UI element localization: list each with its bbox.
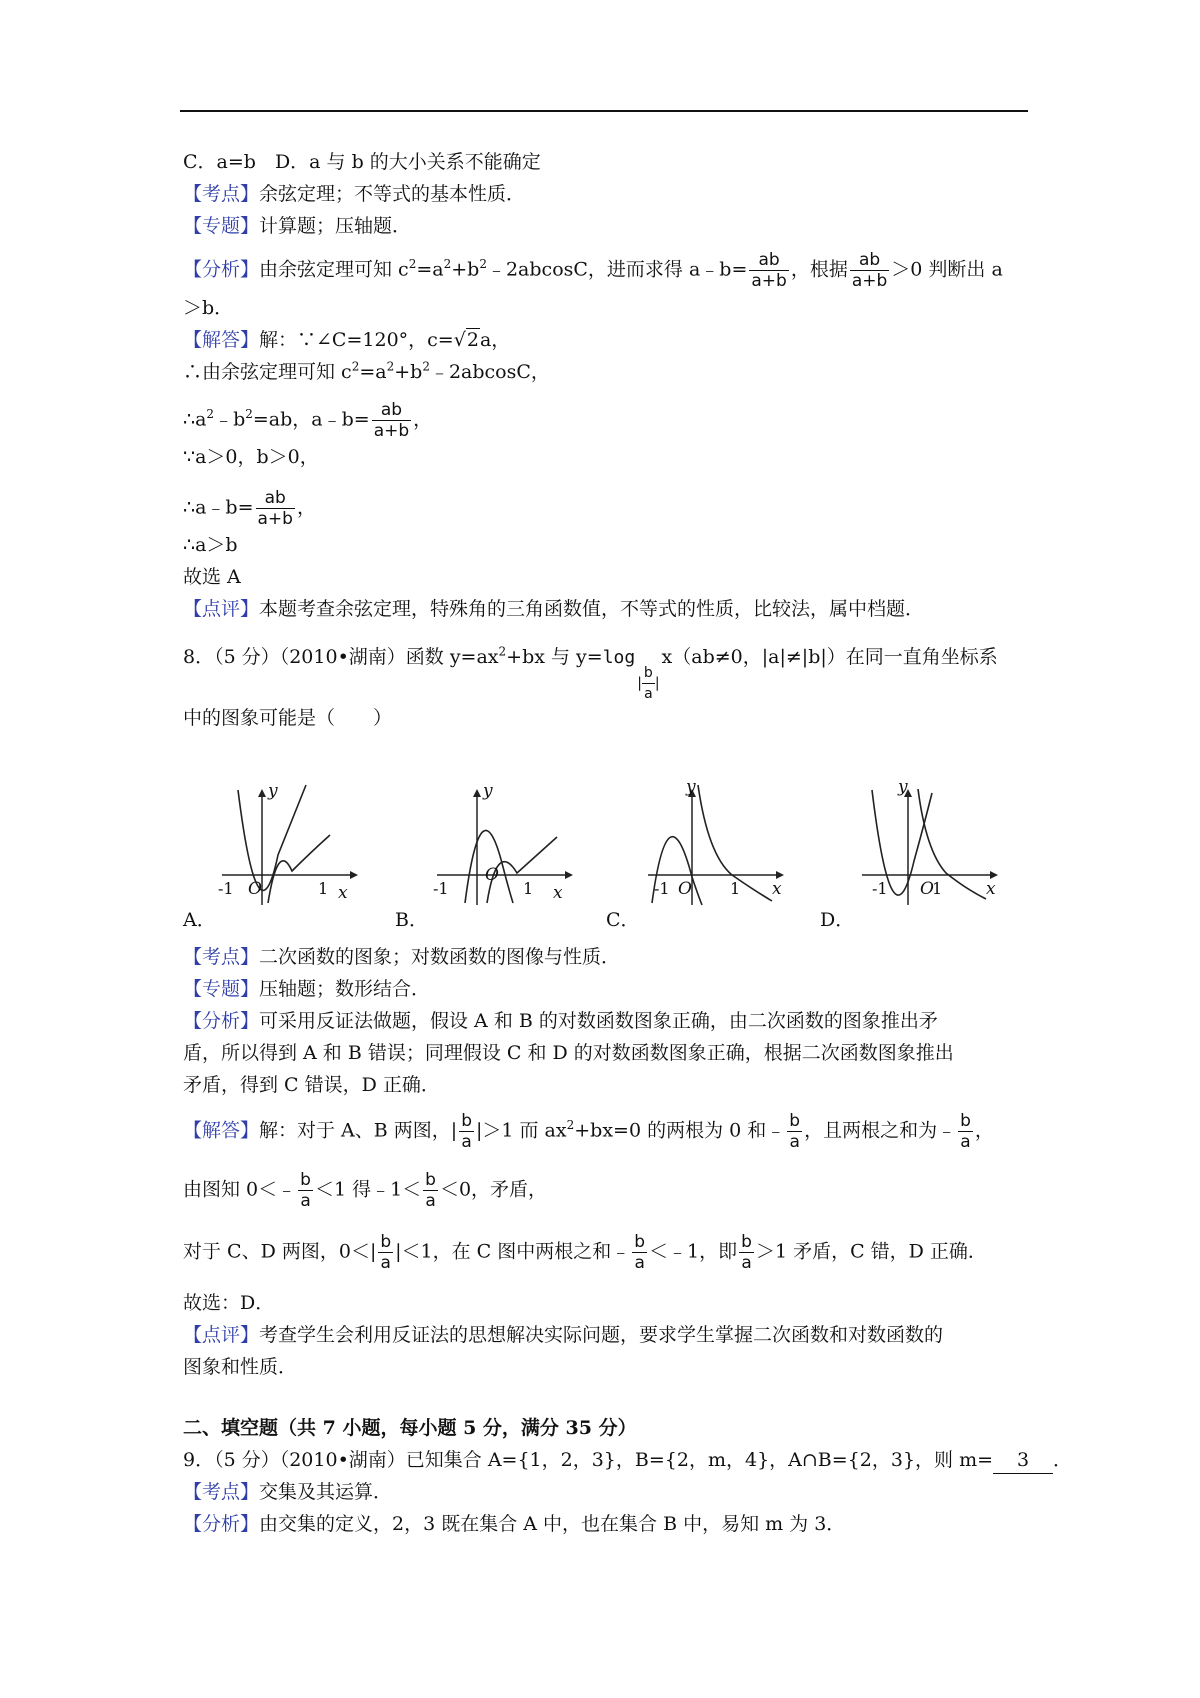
- tick-one: 1: [932, 879, 943, 898]
- axis-x-label: x: [986, 879, 996, 899]
- graph-b: [433, 781, 577, 909]
- q7-step3: ∵a＞0，b＞0，: [183, 446, 319, 468]
- q8-guxuan: 故选：D．: [183, 1292, 275, 1314]
- fraction-ab-over-a-plus-b: $\frac{ab}{a+b}$: [751, 250, 787, 291]
- fraction-b-over-a: $\frac{b}{a}$: [300, 1170, 311, 1211]
- tick-one: 1: [730, 879, 741, 898]
- fraction-b-over-a: $\frac{b}{a}$: [380, 1232, 392, 1273]
- graph-c: [648, 777, 788, 909]
- q8-jieda-l2: 由图知 0＜﹣ $\frac{b}{a}$ ＜1 得﹣1＜ $\frac{b}{a}$ ＜0，矛盾，: [183, 1170, 548, 1211]
- q9-fenxi: 【分析】由交集的定义，2，3 既在集合 A 中，也在集合 B 中，易知 m 为 3．: [183, 1513, 846, 1535]
- log-symbol: log: [602, 647, 636, 668]
- q8-jieda: 【解答】解：对于 A、B 两图，| $\frac{b}{a}$ |＞1 而 $ax^2+bx=0$ 的两根为 0 和﹣ $\frac{b}{a}$ ，且两根之和为﹣ $\frac{b}{a}$ ，: [183, 1111, 994, 1152]
- fraction-b-over-a: $\frac{b}{a}$: [789, 1111, 801, 1152]
- q8-dianping-l2: 图象和性质．: [183, 1356, 298, 1378]
- origin-label: O: [920, 879, 934, 899]
- q7-fenxi: 【分析】由余弦定理可知 $c^2=a^2+b^2﹣2abcosC$，进而求得 a﹣b= $\frac{ab}{a+b}$ ，根据 $\frac{ab}{a+b}$ ＞0 判断出 a: [183, 250, 1003, 291]
- jieda-tag: 【解答】: [183, 329, 260, 351]
- origin-label: O: [485, 865, 499, 885]
- q8-dianping: 【点评】考查学生会利用反证法的思想解决实际问题，要求学生掌握二次函数和对数函数的: [183, 1324, 944, 1346]
- graph-a-label: A．: [183, 909, 216, 931]
- zhuanti-tag: 【专题】: [183, 978, 260, 1000]
- origin-label: O: [678, 879, 692, 899]
- axis-x-label: x: [772, 879, 782, 899]
- fenxi-tag: 【分析】: [183, 258, 260, 281]
- tick-minus-one: -1: [872, 879, 888, 898]
- axis-y-label: y: [268, 781, 278, 801]
- q7-kaodian: 【考点】余弦定理；不等式的基本性质．: [183, 183, 526, 205]
- graph-c-label: C．: [606, 909, 640, 931]
- fraction-b-over-a: $\frac{b}{a}$: [741, 1232, 752, 1273]
- q9-kaodian: 【考点】交集及其运算．: [183, 1481, 393, 1503]
- section-title: 二、填空题（共 7 小题，每小题 5 分，满分 35 分）: [183, 1417, 637, 1439]
- axis-y-label: y: [483, 781, 493, 801]
- q7-step2: $\therefore a^2﹣b^2=ab$，a﹣b= $\frac{ab}{a+b}$ ，: [183, 400, 433, 441]
- fraction-b-over-a: $\frac{b}{a}$: [461, 1111, 472, 1152]
- tick-minus-one: -1: [433, 879, 449, 898]
- tick-minus-one: -1: [654, 879, 670, 898]
- dianping-tag: 【点评】: [183, 1324, 260, 1346]
- q8-fenxi: 【分析】可采用反证法做题，假设 A 和 B 的对数函数图象正确，由二次函数的图象推出矛: [183, 1010, 938, 1032]
- graph-d: [862, 777, 1002, 909]
- tick-minus-one: -1: [218, 879, 234, 898]
- kaodian-tag: 【考点】: [183, 183, 260, 205]
- axis-x-label: x: [338, 883, 348, 903]
- axis-y-label: y: [686, 777, 696, 797]
- fenxi-tag: 【分析】: [183, 1513, 260, 1535]
- zhuanti-tag: 【专题】: [183, 215, 260, 237]
- q7-jieda: 【解答】解：∵∠C=120°，c=√2a，: [183, 329, 511, 351]
- graph-a: [218, 781, 362, 909]
- tick-one: 1: [523, 879, 534, 898]
- q8-stem: 8．（5 分）（2010•湖南）函数 $y=ax^2+bx$ 与 y=log| $\frac{b}{a}$ |x（ab≠0，|a|≠|b|）在同一直角坐标系: [183, 644, 998, 702]
- q8-fenxi-l3: 矛盾，得到 C 错误，D 正确．: [183, 1074, 440, 1096]
- fenxi-tag: 【分析】: [183, 1010, 260, 1032]
- dianping-tag: 【点评】: [183, 598, 260, 620]
- fraction-ab-over-a-plus-b: $\frac{ab}{a+b}$: [257, 488, 293, 529]
- graph-d-label: D．: [820, 909, 855, 931]
- q8-kaodian: 【考点】二次函数的图象；对数函数的图像与性质．: [183, 946, 621, 968]
- q7-zhuanti: 【专题】计算题；压轴题．: [183, 215, 412, 237]
- fraction-b-over-a: $\frac{b}{a}$: [960, 1111, 971, 1152]
- graph-b-label: B．: [395, 909, 428, 931]
- tick-one: 1: [318, 879, 329, 898]
- fraction-ab-over-a-plus-b: $\frac{ab}{a+b}$: [373, 400, 410, 441]
- q8-stem-line2: 中的图象可能是（ ）: [183, 707, 393, 729]
- fraction-b-over-a: $\frac{b}{a}$: [634, 1232, 646, 1273]
- q8-fenxi-l2: 盾，所以得到 A 和 B 错误；同理假设 C 和 D 的对数函数图象正确，根据二次函数图象推出: [183, 1042, 954, 1064]
- origin-label: O: [248, 879, 262, 899]
- log-base-fraction: | $\frac{b}{a}$ |: [637, 664, 660, 702]
- fraction-ab-over-a-plus-b: $\frac{ab}{a+b}$: [851, 250, 888, 291]
- fraction-b-over-a: $\frac{b}{a}$: [425, 1170, 436, 1211]
- kaodian-tag: 【考点】: [183, 1481, 260, 1503]
- q7-fenxi-cont: ＞b．: [183, 297, 234, 319]
- kaodian-tag: 【考点】: [183, 946, 260, 968]
- q7-step5: ∴a＞b: [183, 534, 238, 556]
- q7-options: C．a=b D．a 与 b 的大小关系不能确定: [183, 151, 541, 173]
- q7-dianping: 【点评】本题考查余弦定理，特殊角的三角函数值，不等式的性质，比较法，属中档题．: [183, 598, 925, 620]
- axis-y-label: y: [898, 777, 908, 797]
- q7-step1: ∴由余弦定理可知 $c^2=a^2+b^2﹣2abcosC$，: [183, 359, 550, 383]
- jieda-tag: 【解答】: [183, 1119, 260, 1142]
- sqrt-symbol: √2: [453, 329, 479, 351]
- q7-step4: ∴a﹣b= $\frac{ab}{a+b}$ ，: [183, 488, 316, 529]
- q7-step6: 故选 A: [183, 566, 241, 588]
- q8-zhuanti: 【专题】压轴题；数形结合．: [183, 978, 431, 1000]
- answer-blank: 3: [993, 1447, 1053, 1474]
- q8-jieda-l3: 对于 C、D 两图，0＜| $\frac{b}{a}$ |＜1，在 C 图中两根之和﹣ $\frac{b}{a}$ ＜﹣1，即 $\frac{b}{a}$ ＞1 矛盾，C 错，D 正确．: [183, 1232, 987, 1273]
- axis-x-label: x: [553, 883, 563, 903]
- q9-stem: 9．（5 分）（2010•湖南）已知集合 A={1，2，3}，B={2，m，4}，A∩B={2，3}，则 m= 3 ．: [183, 1447, 1072, 1474]
- header-rule: [180, 110, 1028, 112]
